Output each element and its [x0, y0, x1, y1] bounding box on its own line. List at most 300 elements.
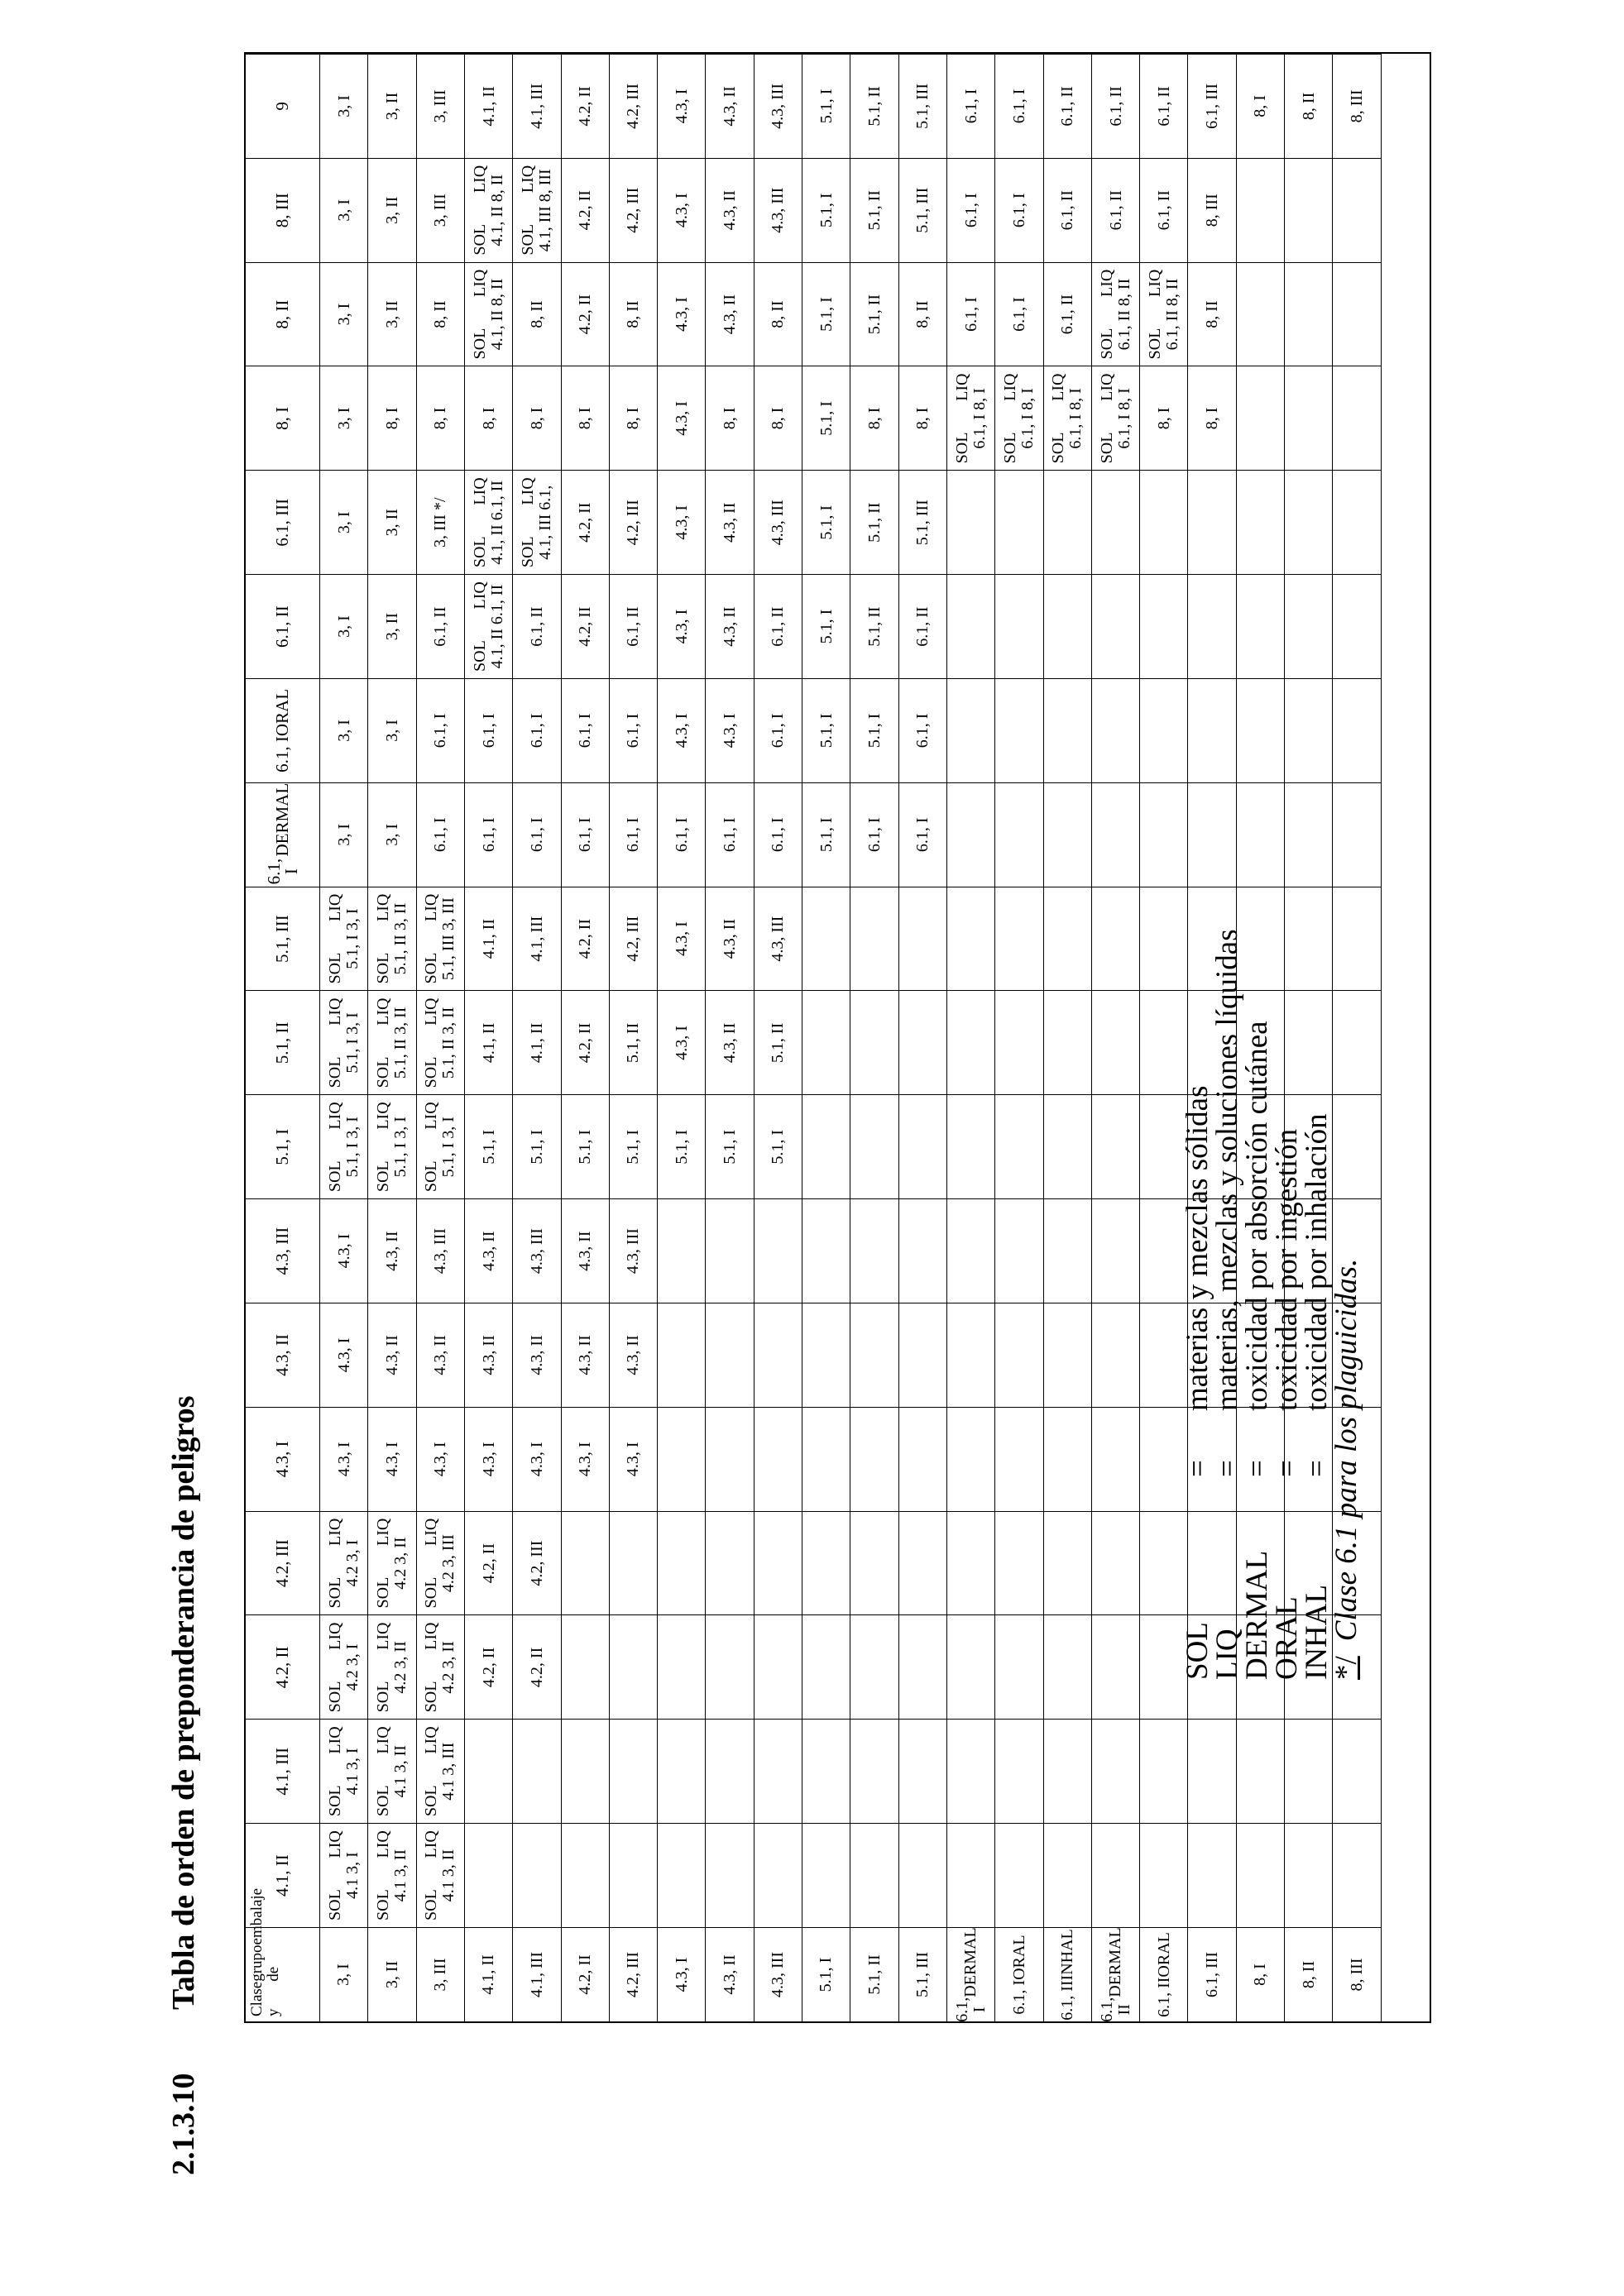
- empty-cell: [1092, 1615, 1140, 1720]
- cell-tag: SOL: [373, 1576, 392, 1609]
- cell-tag: SOL: [952, 432, 971, 464]
- table-cell: [320, 1094, 368, 1198]
- row-header-line: 8, I: [1251, 1964, 1270, 1986]
- table-cell: 4.3, II: [706, 262, 754, 366]
- empty-cell: [706, 1719, 754, 1823]
- corner-header-line: grupo de: [248, 1944, 282, 1982]
- empty-cell: [658, 1303, 706, 1407]
- row-header-line: 8, II: [1299, 1960, 1318, 1989]
- table-cell: [1140, 262, 1188, 366]
- cell-value: 4.2 3, II: [439, 1641, 458, 1694]
- table-cell: 5.1, I: [802, 366, 850, 471]
- table-cell: 6.1, II: [513, 574, 561, 678]
- column-header-line: 4.3, III: [272, 1227, 292, 1275]
- empty-cell: [802, 1719, 850, 1823]
- table-cell: 8, II: [610, 262, 658, 366]
- legend-key: SOL: [1181, 1622, 1214, 1680]
- table-cell: 4.3, I: [658, 887, 706, 991]
- table-cell: 6.1, II: [1140, 54, 1188, 158]
- row-header: [1140, 1927, 1188, 2021]
- table-cell: 6.1, II: [1092, 158, 1140, 262]
- empty-cell: [899, 1615, 947, 1720]
- table-cell: 6.1, I: [755, 782, 802, 887]
- row-header-line: 4.1, III: [527, 1952, 546, 1997]
- column-header-line: 5.1, II: [272, 1021, 292, 1064]
- cell-tag: SOL: [422, 1056, 441, 1088]
- empty-cell: [802, 1198, 850, 1303]
- cell-line: [472, 265, 489, 365]
- cell-tag: SOL: [325, 1056, 344, 1088]
- table-cell: 4.2, II: [562, 158, 610, 262]
- table-cell: 8, III: [1333, 54, 1381, 158]
- cell-line: [375, 1721, 392, 1821]
- cell-tag: LIQ: [373, 997, 392, 1026]
- empty-cell: [1140, 782, 1188, 887]
- table-cell: 5.1, II: [850, 574, 898, 678]
- empty-cell: [706, 1198, 754, 1303]
- table-cell: 4.3, II: [513, 1303, 561, 1407]
- cell-line: [375, 889, 392, 989]
- legend-equals: =: [1270, 1460, 1304, 1477]
- row-header-line: 4.2, III: [624, 1952, 643, 1997]
- table-cell: 5.1, I: [802, 158, 850, 262]
- table-cell: [1044, 366, 1092, 471]
- row-header: [850, 1927, 898, 2021]
- corner-header-line: embalaje: [248, 1887, 266, 1945]
- table-cell: 4.2, III: [610, 470, 658, 574]
- cell-value: 6.1, I 8, I: [970, 388, 989, 449]
- cell-tag: LIQ: [470, 165, 489, 194]
- row-header: [562, 1927, 610, 2021]
- cell-tag: LIQ: [1097, 373, 1116, 401]
- cell-line: [537, 160, 554, 261]
- cell-line: [423, 993, 440, 1093]
- table-cell: [417, 1615, 465, 1720]
- column-header: [246, 1303, 320, 1407]
- cell-tag: LIQ: [373, 1518, 392, 1546]
- empty-cell: [947, 887, 995, 991]
- cell-line: [392, 1097, 410, 1197]
- table-cell: 5.1, I: [802, 678, 850, 782]
- row-header-line: 4.3, I: [672, 1957, 691, 1992]
- cell-tag: LIQ: [325, 1830, 344, 1858]
- cell-value: 6.1, I 8, I: [1114, 388, 1133, 449]
- column-header: [246, 470, 320, 574]
- empty-cell: [899, 991, 947, 1095]
- empty-cell: [995, 782, 1043, 887]
- table-cell: 8, I: [1188, 366, 1236, 471]
- table-cell: 6.1, I: [513, 782, 561, 887]
- table-cell: 4.2, II: [465, 1511, 513, 1615]
- cell-tag: SOL: [1097, 328, 1116, 360]
- empty-cell: [1333, 1823, 1381, 1927]
- table-cell: 4.3, I: [320, 1198, 368, 1303]
- empty-cell: [850, 1719, 898, 1823]
- empty-cell: [850, 991, 898, 1095]
- empty-cell: [947, 1303, 995, 1407]
- row-header-line: 5.1, I: [817, 1957, 836, 1992]
- table-cell: 3, I: [368, 678, 416, 782]
- table-cell: 6.1, I: [899, 678, 947, 782]
- table-cell: 3, I: [320, 574, 368, 678]
- row-header: [1237, 1927, 1285, 2021]
- cell-line: [520, 472, 537, 572]
- cell-line: [423, 889, 440, 989]
- empty-cell: [995, 678, 1043, 782]
- table-cell: [320, 1823, 368, 1927]
- table-cell: 4.1, II: [465, 991, 513, 1095]
- cell-tag: LIQ: [373, 1102, 392, 1130]
- table-cell: [320, 991, 368, 1095]
- empty-cell: [1044, 1407, 1092, 1511]
- empty-cell: [995, 1094, 1043, 1198]
- empty-cell: [1285, 262, 1333, 366]
- cell-line: [375, 1825, 392, 1925]
- table-cell: 6.1, I: [658, 782, 706, 887]
- table-cell: [465, 574, 513, 678]
- empty-cell: [850, 1511, 898, 1615]
- cell-tag: SOL: [373, 1681, 392, 1713]
- table-cell: 6.1, I: [610, 782, 658, 887]
- table-cell: 6.1, I: [610, 678, 658, 782]
- empty-cell: [658, 1511, 706, 1615]
- empty-cell: [755, 1511, 802, 1615]
- table-cell: 6.1, I: [465, 782, 513, 887]
- table-cell: 4.3, I: [513, 1407, 561, 1511]
- table-cell: 6.1, I: [417, 782, 465, 887]
- footnote-text: Clase 6.1 para los plaguicidas.: [1329, 1258, 1363, 1642]
- cell-line: [440, 1721, 457, 1821]
- table-cell: 4.3, III: [755, 887, 802, 991]
- column-header: [246, 158, 320, 262]
- legend-equals: =: [1181, 1460, 1214, 1477]
- cell-line: [1164, 265, 1181, 365]
- empty-cell: [1333, 470, 1381, 574]
- cell-tag: LIQ: [422, 1102, 441, 1130]
- empty-cell: [1188, 1719, 1236, 1823]
- row-header: [513, 1927, 561, 2021]
- table-cell: 4.3, II: [706, 991, 754, 1095]
- legend-description: toxicidad por inhalación: [1300, 1113, 1334, 1411]
- empty-cell: [755, 1823, 802, 1927]
- cell-line: [440, 1514, 457, 1614]
- table-cell: 5.1, I: [755, 1094, 802, 1198]
- table-cell: 4.1, II: [513, 991, 561, 1095]
- table-cell: 3, I: [320, 470, 368, 574]
- table-cell: 6.1, II: [610, 574, 658, 678]
- row-header-line: INHAL: [1058, 1929, 1077, 1981]
- empty-cell: [1140, 574, 1188, 678]
- empty-cell: [1044, 470, 1092, 574]
- table-cell: 4.3, I: [658, 470, 706, 574]
- empty-cell: [947, 1407, 995, 1511]
- cell-value: 5.1, II 3, II: [390, 1007, 410, 1079]
- empty-cell: [658, 1407, 706, 1511]
- cell-line: [327, 1097, 344, 1197]
- legend-key: LIQ: [1210, 1629, 1244, 1680]
- empty-cell: [1140, 470, 1188, 574]
- empty-cell: [1285, 1823, 1333, 1927]
- table-cell: 6.1, I: [562, 782, 610, 887]
- cell-tag: LIQ: [422, 997, 441, 1026]
- table-cell: 4.3, II: [706, 54, 754, 158]
- table-cell: 8, II: [513, 262, 561, 366]
- row-header-line: 4.3, III: [769, 1952, 788, 1997]
- empty-cell: [1092, 782, 1140, 887]
- empty-cell: [1044, 678, 1092, 782]
- section-title: Tabla de orden de preponderancia de peligros: [166, 1395, 201, 2010]
- table-cell: 4.1, II: [465, 54, 513, 158]
- empty-cell: [899, 1719, 947, 1823]
- cell-tag: LIQ: [1049, 373, 1068, 401]
- table-cell: 6.1, II: [1044, 262, 1092, 366]
- cell-tag: LIQ: [325, 997, 344, 1026]
- empty-cell: [1092, 1094, 1140, 1198]
- empty-cell: [995, 1303, 1043, 1407]
- empty-cell: [706, 1615, 754, 1720]
- empty-cell: [947, 470, 995, 574]
- row-header: [1044, 1927, 1092, 2021]
- table-cell: 4.2, II: [562, 470, 610, 574]
- table-cell: 4.2, II: [562, 574, 610, 678]
- cell-tag: SOL: [325, 1576, 344, 1609]
- table-cell: 5.1, I: [513, 1094, 561, 1198]
- table-cell: 4.3, III: [513, 1198, 561, 1303]
- table-cell: 4.3, I: [658, 991, 706, 1095]
- row-header-line: 4.3, II: [720, 1954, 739, 1995]
- cell-value: 4.1 3, I: [343, 1852, 362, 1899]
- table-cell: 5.1, II: [755, 991, 802, 1095]
- cell-value: 4.2 3, I: [343, 1643, 362, 1691]
- empty-cell: [610, 1719, 658, 1823]
- table-cell: 4.3, I: [658, 574, 706, 678]
- empty-cell: [1092, 1511, 1140, 1615]
- cell-value: 5.1, I 3, I: [343, 1117, 362, 1178]
- empty-cell: [1333, 574, 1381, 678]
- column-header-line: 6.1, I: [263, 858, 301, 885]
- table-cell: [368, 991, 416, 1095]
- table-cell: 5.1, I: [802, 262, 850, 366]
- cell-tag: SOL: [470, 223, 489, 256]
- empty-cell: [1237, 366, 1285, 471]
- table-cell: [417, 1823, 465, 1927]
- row-header-line: 6.1, II: [1154, 1977, 1173, 2017]
- cell-line: [489, 472, 506, 572]
- cell-tag: SOL: [373, 1785, 392, 1817]
- row-header: [368, 1927, 416, 2021]
- table-cell: 6.1, I: [995, 158, 1043, 262]
- column-header-line: 5.1, III: [272, 915, 292, 963]
- empty-cell: [1140, 991, 1188, 1095]
- empty-cell: [562, 1615, 610, 1720]
- table-cell: 3, II: [368, 470, 416, 574]
- empty-cell: [1092, 1198, 1140, 1303]
- empty-cell: [1140, 1719, 1188, 1823]
- row-header: [1092, 1927, 1140, 2021]
- cell-line: [344, 993, 362, 1093]
- cell-tag: LIQ: [470, 269, 489, 297]
- cell-value: 5.1, II 3, II: [439, 1007, 458, 1079]
- table-cell: 4.1, III: [513, 887, 561, 991]
- cell-tag: SOL: [422, 1681, 441, 1713]
- cell-line: [440, 1825, 457, 1925]
- empty-cell: [1237, 470, 1285, 574]
- row-header: [947, 1927, 995, 2021]
- cell-tag: SOL: [373, 1056, 392, 1088]
- cell-tag: SOL: [422, 1160, 441, 1193]
- table-cell: 6.1, I: [899, 782, 947, 887]
- cell-value: 4.2 3, III: [439, 1534, 458, 1593]
- empty-cell: [995, 991, 1043, 1095]
- empty-cell: [706, 1511, 754, 1615]
- table-cell: 8, I: [368, 366, 416, 471]
- empty-cell: [899, 887, 947, 991]
- table-cell: 6.1, II: [899, 574, 947, 678]
- empty-cell: [1044, 1719, 1092, 1823]
- empty-cell: [802, 1615, 850, 1720]
- cell-value: 5.1, I 3, I: [439, 1117, 458, 1178]
- cell-line: [1116, 369, 1133, 469]
- row-header: [802, 1927, 850, 2021]
- empty-cell: [899, 1303, 947, 1407]
- row-header-line: 4.2, II: [575, 1954, 594, 1995]
- table-cell: 6.1, I: [465, 678, 513, 782]
- cell-line: [440, 993, 457, 1093]
- empty-cell: [1237, 262, 1285, 366]
- table-cell: [320, 1615, 368, 1720]
- empty-cell: [1285, 158, 1333, 262]
- column-header-line: ORAL: [272, 688, 292, 737]
- table-cell: 4.3, II: [706, 887, 754, 991]
- empty-cell: [1333, 782, 1381, 887]
- cell-tag: LIQ: [470, 477, 489, 505]
- legend-key: INHAL: [1300, 1584, 1334, 1680]
- empty-cell: [1188, 782, 1236, 887]
- table-cell: 6.1, II: [1140, 158, 1188, 262]
- column-header-line: 8, III: [272, 193, 292, 228]
- table-cell: 5.1, I: [658, 1094, 706, 1198]
- table-cell: [465, 470, 513, 574]
- empty-cell: [995, 1198, 1043, 1303]
- cell-line: [1002, 369, 1019, 469]
- cell-tag: SOL: [373, 952, 392, 984]
- legend-row: [1210, 929, 1244, 1680]
- table-cell: 4.3, III: [755, 54, 802, 158]
- legend-equals: =: [1240, 1460, 1274, 1477]
- table-cell: [513, 470, 561, 574]
- legend-description: materias y mezclas sólidas: [1181, 1085, 1214, 1411]
- table-cell: 3, I: [320, 678, 368, 782]
- table-cell: 6.1, II: [755, 574, 802, 678]
- cell-tag: LIQ: [325, 1518, 344, 1546]
- table-cell: 3, I: [320, 782, 368, 887]
- cell-tag: SOL: [518, 536, 537, 568]
- cell-tag: SOL: [325, 1889, 344, 1921]
- table-cell: 6.1, I: [850, 782, 898, 887]
- row-header-line: 6.1, II: [1058, 1980, 1077, 2021]
- table-cell: 4.3, II: [465, 1198, 513, 1303]
- empty-cell: [802, 1823, 850, 1927]
- table-cell: 8, I: [1140, 366, 1188, 471]
- empty-cell: [1092, 1407, 1140, 1511]
- row-header: [706, 1927, 754, 2021]
- table-cell: 5.1, II: [850, 470, 898, 574]
- column-header-line: 6.1, II: [272, 605, 292, 648]
- cell-line: [423, 1825, 440, 1925]
- table-cell: [320, 1511, 368, 1615]
- row-header-line: 6.1, III: [1202, 1952, 1221, 1997]
- row-header: [1333, 1927, 1381, 2021]
- cell-line: [392, 1825, 410, 1925]
- cell-value: 4.1 3, II: [390, 1745, 410, 1798]
- empty-cell: [947, 678, 995, 782]
- empty-cell: [658, 1615, 706, 1720]
- table-cell: 5.1, I: [802, 574, 850, 678]
- table-cell: 8, I: [513, 366, 561, 471]
- cell-line: [1099, 265, 1116, 365]
- table-cell: 6.1, III: [1188, 54, 1236, 158]
- cell-tag: LIQ: [325, 1622, 344, 1650]
- table-cell: 8, III: [1188, 158, 1236, 262]
- table-cell: 4.2, II: [562, 887, 610, 991]
- cell-line: [375, 1618, 392, 1718]
- row-header-line: 5.1, III: [913, 1952, 932, 1997]
- table-cell: [947, 366, 995, 471]
- table-cell: 4.2, II: [465, 1615, 513, 1720]
- cell-tag: LIQ: [422, 1622, 441, 1650]
- empty-cell: [513, 1823, 561, 1927]
- cell-line: [344, 1825, 362, 1925]
- row-header: [1285, 1927, 1333, 2021]
- cell-value: 5.1, III 3, III: [439, 897, 458, 981]
- empty-cell: [1044, 887, 1092, 991]
- cell-line: [327, 1721, 344, 1821]
- table-cell: 5.1, II: [850, 262, 898, 366]
- table-cell: [513, 158, 561, 262]
- empty-cell: [1044, 991, 1092, 1095]
- cell-value: 4.1, II 6.1, II: [487, 584, 506, 669]
- empty-cell: [1044, 1198, 1092, 1303]
- row-header: [658, 1927, 706, 2021]
- table-cell: 5.1, III: [899, 470, 947, 574]
- table-cell: 8, I: [465, 366, 513, 471]
- empty-cell: [1140, 1823, 1188, 1927]
- empty-cell: [995, 1719, 1043, 1823]
- footnote-mark: */: [1329, 1656, 1363, 1680]
- empty-cell: [1044, 574, 1092, 678]
- row-header-line: 3, I: [334, 1964, 353, 1986]
- column-header: [246, 782, 320, 887]
- empty-cell: [802, 1303, 850, 1407]
- empty-cell: [850, 1615, 898, 1720]
- table-cell: [417, 991, 465, 1095]
- table-cell: 4.2, II: [562, 991, 610, 1095]
- table-cell: 6.1, I: [417, 678, 465, 782]
- row-header-line: 8, III: [1347, 1958, 1366, 1992]
- empty-cell: [1285, 470, 1333, 574]
- table-cell: 4.3, II: [417, 1303, 465, 1407]
- cell-tag: LIQ: [422, 1518, 441, 1546]
- empty-cell: [1092, 574, 1140, 678]
- column-header: [246, 887, 320, 991]
- table-cell: 4.2, III: [610, 887, 658, 991]
- table-cell: 4.1, III: [513, 54, 561, 158]
- legend-description: toxicidad por absorción cutánea: [1240, 1021, 1274, 1411]
- empty-cell: [1333, 366, 1381, 471]
- cell-line: [423, 1097, 440, 1197]
- cell-tag: LIQ: [373, 1622, 392, 1650]
- empty-cell: [995, 1823, 1043, 1927]
